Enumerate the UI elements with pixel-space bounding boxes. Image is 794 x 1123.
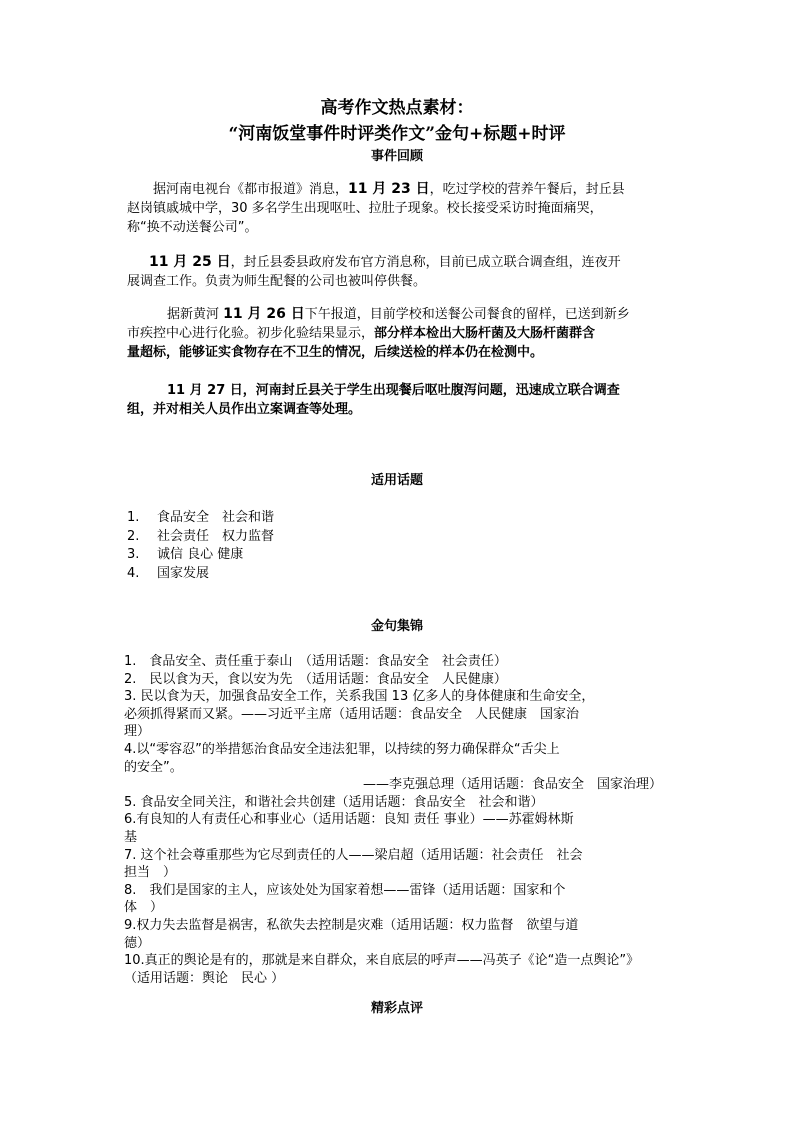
quote-line: 理） <box>124 724 151 740</box>
text-span: 据新黄河 <box>167 307 224 322</box>
text-span: 据河南电视台《都市报道》消息， <box>153 182 349 197</box>
list-item <box>127 565 427 584</box>
item-text: 诚信 良心 健康 <box>157 547 244 562</box>
comments-heading: 精彩点评 <box>370 1001 423 1016</box>
date-text: 11 月 26 日 <box>223 306 305 322</box>
quote-line: 5. 食品安全同关注，和谐社会共创建（适用话题：食品安全 社会和谐） <box>124 794 544 810</box>
quote-line: （适用话题：舆论 民心 ） <box>124 970 285 986</box>
text-line <box>127 324 669 343</box>
list-item <box>127 509 427 528</box>
quote-line: 7. 这个社会尊重那些为它尽到责任的人——梁启超（适用话题：社会责任 社会 <box>124 847 583 863</box>
quote-line: 2. 民以食为天，食以安为先 （适用话题：食品安全 人民健康） <box>124 671 507 687</box>
text-line: 赵岗镇戚城中学，30 多名学生出现呕吐、拉肚子现象。校长接受采访时掩面痛哭， <box>127 201 603 216</box>
quote-line: 担当 ） <box>124 865 177 881</box>
topics-list <box>127 509 427 583</box>
list-item <box>127 546 427 565</box>
quote-line: 8. 我们是国家的主人，应该处处为国家着想——雷锋（适用话题：国家和个 <box>124 882 566 898</box>
text-line <box>127 253 669 272</box>
text-span: 下午报道，目前学校和送餐公司餐食的留样，已送到新乡 <box>304 307 630 322</box>
page-title-line2: “河南饭堂事件时评类作文”金句+标题+时评 <box>228 124 566 144</box>
text-line <box>127 305 669 324</box>
text-line: 称“换不动送餐公司”。 <box>127 220 258 235</box>
text-span: ，封丘县委县政府发布官方消息称，目前已成立联合调查组，连夜开 <box>230 255 621 270</box>
item-text: 社会责任 权力监督 <box>157 528 275 544</box>
date-text: 11 月 23 日 <box>348 181 430 197</box>
quotes-list <box>124 653 676 987</box>
text-span: ，吃过学校的营养午餐后，封丘县 <box>429 182 625 197</box>
text-line: 量超标，能够证实食物存在不卫生的情况，后续送检的样本仍在检测中。 <box>127 345 544 360</box>
event-paragraph-3 <box>127 305 669 362</box>
quote-line: 1. 食品安全、责任重于泰山 （适用话题：食品安全 社会责任） <box>124 654 507 669</box>
text-line: 展调查工作。负责为师生配餐的公司也被叫停供餐。 <box>127 274 427 289</box>
text-span: 市疾控中心进行化验。初步化验结果显示， <box>127 326 375 341</box>
item-text: 国家发展 <box>157 565 210 581</box>
quote-line: 的安全”。 <box>124 759 183 775</box>
event-paragraph-4 <box>127 381 669 419</box>
quotes-heading: 金句集锦 <box>370 619 423 634</box>
list-item <box>127 528 427 547</box>
item-text: 食品安全 社会和谐 <box>157 510 275 525</box>
item-number: 1. <box>127 510 140 525</box>
quote-line: 德） <box>124 935 151 951</box>
text-line <box>127 180 669 199</box>
quote-line: ——李克强总理（适用话题：食品安全 国家治理） <box>362 777 662 793</box>
quote-line: 基 <box>124 829 138 845</box>
quote-line: 体 ） <box>124 900 164 916</box>
quote-line: 3. 民以食为天，加强食品安全工作，关系我国 13 亿多人的身体健康和生命安全， <box>124 689 595 705</box>
event-paragraph-1 <box>127 180 669 237</box>
quote-line: 必须抓得紧而又紧。——习近平主席（适用话题：食品安全 人民健康 国家治 <box>124 706 580 722</box>
quote-line: 9.权力失去监督是祸害，私欲失去控制是灾难（适用话题：权力监督 欲望与道 <box>124 917 579 933</box>
quote-line: 6.有良知的人有责任心和事业心（适用话题：良知 责任 事业）——苏霍姆林斯 <box>124 812 574 828</box>
quote-line: 4.以“零容忍”的举措惩治食品安全违法犯罪，以持续的努力确保群众“舌尖上 <box>124 741 560 757</box>
text-line: 组，并对相关人员作出立案调查等处理。 <box>127 402 362 417</box>
event-paragraph-2 <box>127 253 669 291</box>
item-number: 3. <box>127 547 140 562</box>
item-number: 2. <box>127 528 140 544</box>
bold-text: 部分样本检出大肠杆菌及大肠杆菌群含 <box>374 326 596 341</box>
quote-line: 10.真正的舆论是有的，那就是来自群众，来自底层的呼声——冯英子《论“造一点舆论”》 <box>124 953 640 969</box>
page-title-line1: 高考作文热点素材： <box>320 98 474 118</box>
event-review-heading: 事件回顾 <box>370 149 423 164</box>
topics-heading: 适用话题 <box>370 473 423 488</box>
text-line: 11 月 27 日，河南封丘县关于学生出现餐后呕吐腹泻问题，迅速成立联合调查 <box>167 383 620 398</box>
date-text: 11 月 25 日 <box>149 254 231 270</box>
item-number: 4. <box>127 565 140 581</box>
